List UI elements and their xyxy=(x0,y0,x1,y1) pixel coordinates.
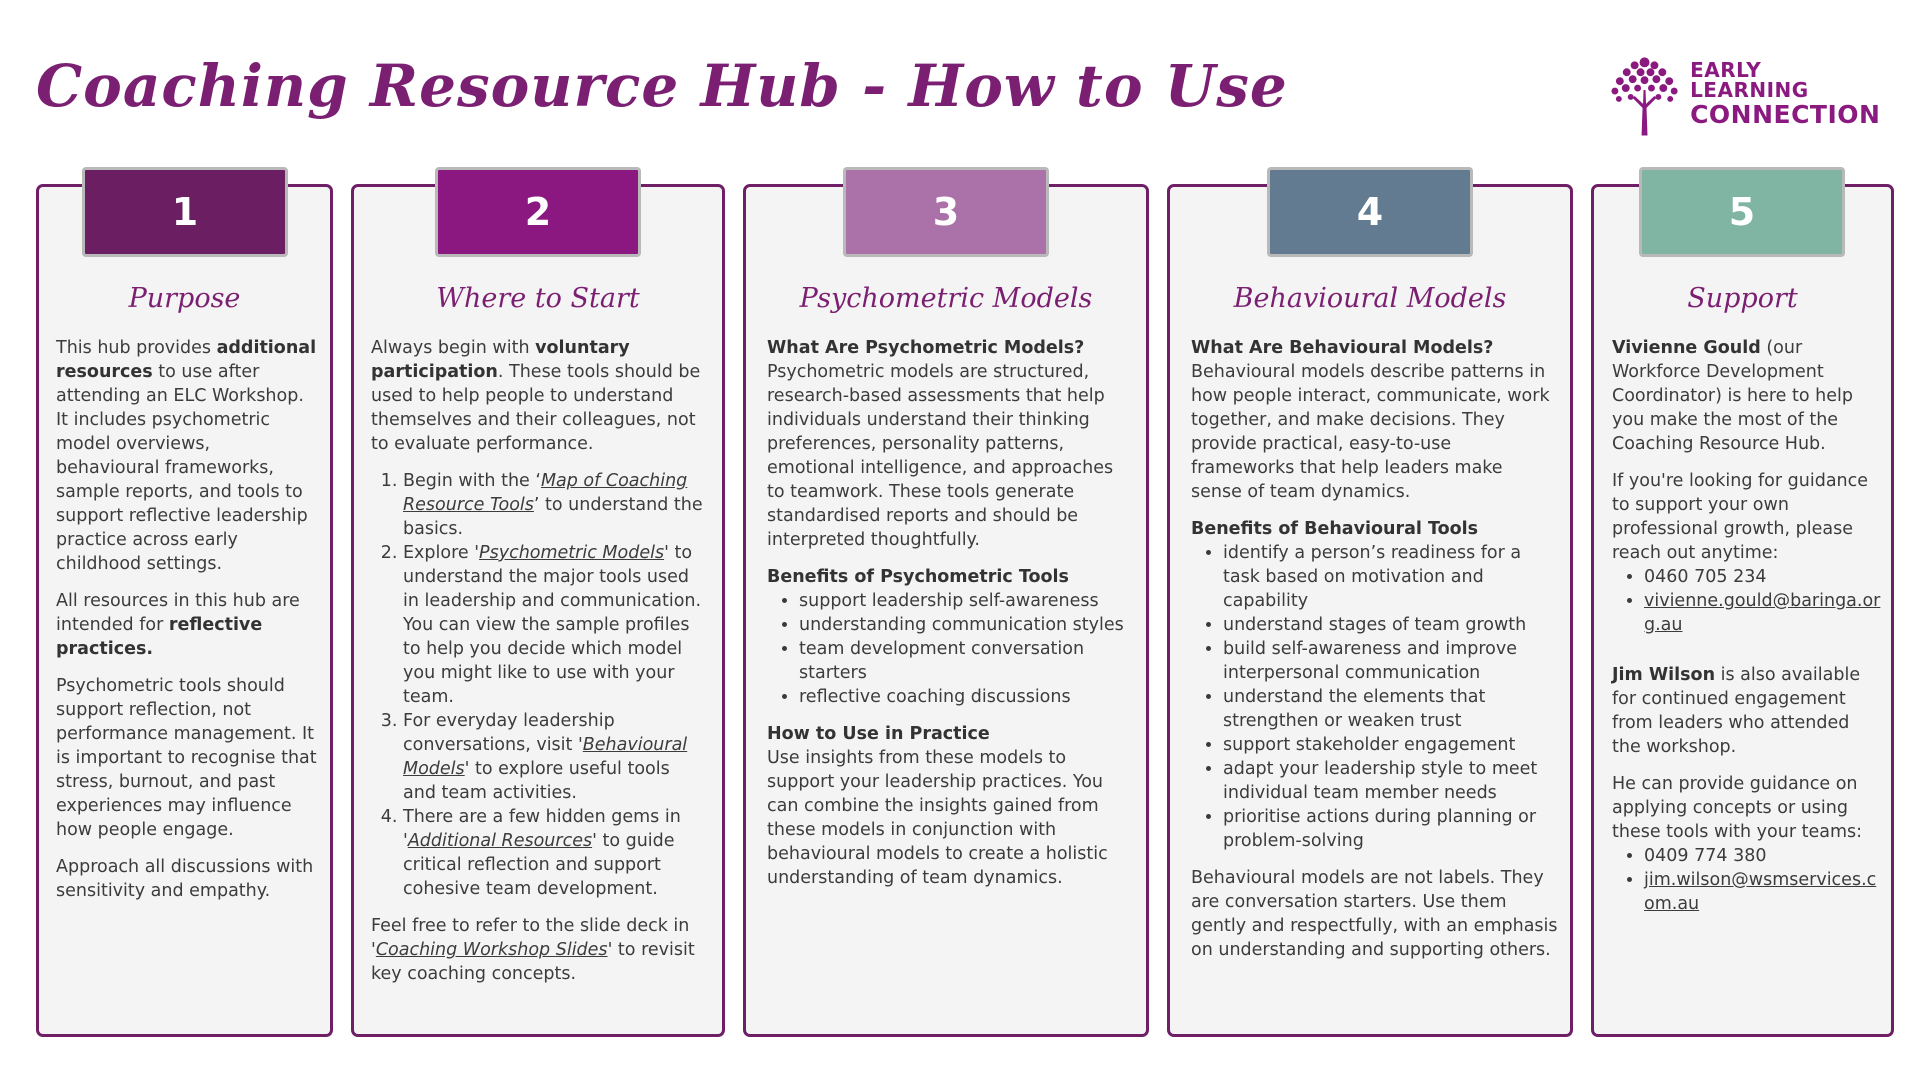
list-item: • prioritise actions during planning or problem-solving xyxy=(1223,805,1558,853)
card-title: Support xyxy=(1687,283,1798,314)
paragraph: He can provide guidance on applying concepts or using these tools with your teams: xyxy=(1612,774,1862,842)
card-psychometric-models xyxy=(743,184,1149,1037)
paragraph: All resources in this hub are intended for reflective practices. xyxy=(56,591,300,659)
tree-logo-icon xyxy=(1605,48,1684,138)
step-number-badge: 5 xyxy=(1639,167,1845,257)
logo-line-1: EARLY LEARNING xyxy=(1690,57,1809,102)
paragraph: Jim Wilson is also available for continued engagement from leaders who attended the workshop. xyxy=(1612,665,1861,757)
steps-list xyxy=(371,469,708,901)
paragraph: Approach all discussions with sensitivity and empathy. xyxy=(56,857,314,901)
list-item: • understanding communication styles xyxy=(799,613,1134,637)
phone-number[interactable]: • 0460 705 234 xyxy=(1644,565,1881,589)
card-body xyxy=(56,336,318,916)
card-title: Where to Start xyxy=(436,283,640,314)
paragraph: What Are Psychometric Models? Psychometric models are structured, research-based assessments that help individuals understand their thinking preferences, personality patterns, emotional intelligence, and approaches to teamwork. These tools generate standardised reports and should be interpreted thoughtfully. xyxy=(767,336,1134,552)
card-support xyxy=(1591,184,1894,1037)
subheading: What Are Behavioural Models? xyxy=(1191,338,1494,358)
benefits-list xyxy=(767,589,1134,709)
card-where-to-start xyxy=(351,184,725,1037)
contact-list-vivienne xyxy=(1612,565,1881,637)
list-item: • support stakeholder engagement xyxy=(1223,733,1558,757)
card-body xyxy=(1191,336,1558,975)
step-number-badge: 2 xyxy=(435,167,641,257)
subheading: How to Use in Practice xyxy=(767,724,990,744)
step-number-badge: 4 xyxy=(1267,167,1473,257)
card-title: Purpose xyxy=(128,283,241,314)
email-link[interactable]: • vivienne.gould@baringa.org.au xyxy=(1644,589,1881,637)
paragraph: What Are Behavioural Models? Behavioural models describe patterns in how people interact, communicate, work together, and make decisions. They provide practical, easy-to-use frameworks that help leaders make sense of team dynamics. xyxy=(1191,336,1558,504)
coaching-workshop-slides-link[interactable]: Coaching Workshop Slides xyxy=(375,940,608,960)
card-behavioural-models xyxy=(1167,184,1573,1037)
list-item: • reflective coaching discussions xyxy=(799,685,1134,709)
list-item: • support leadership self-awareness xyxy=(799,589,1134,613)
card-purpose xyxy=(36,184,333,1037)
map-of-coaching-resource-tools-link[interactable]: Map of Coaching Resource Tools xyxy=(403,471,688,515)
page-title: Coaching Resource Hub - How to Use xyxy=(36,52,1288,120)
list-item: 2. Explore 'Psychometric Models' to understand the major tools used in leadership and communication. You can view the sample profiles to help you decide which model you might like to use with your team. xyxy=(403,541,708,709)
card-title: Psychometric Models xyxy=(799,283,1093,314)
list-item: • build self-awareness and improve interpersonal communication xyxy=(1223,637,1558,685)
paragraph: This hub provides additional resources to use after attending an ELC Workshop. It includes psychometric model overviews, behavioural frameworks, sample reports, and tools to support reflective leadership practice across early childhood settings. xyxy=(56,338,317,574)
logo-wordmark xyxy=(1690,57,1885,129)
email-link[interactable]: • jim.wilson@wsmservices.com.au xyxy=(1644,868,1881,916)
behavioural-models-link[interactable]: Behavioural Models xyxy=(403,735,688,779)
card-body xyxy=(371,336,708,999)
list-item: • team development conversation starters xyxy=(799,637,1134,685)
phone-number[interactable]: • 0409 774 380 xyxy=(1644,844,1881,868)
list-item: • identify a person’s readiness for a task based on motivation and capability xyxy=(1223,541,1558,613)
additional-resources-link[interactable]: Additional Resources xyxy=(407,831,593,851)
list-item: 4. There are a few hidden gems in 'Additional Resources' to guide critical reflection and support cohesive team development. xyxy=(403,805,708,901)
paragraph: Behavioural models are not labels. They are conversation starters. Use them gently and respectfully, with an emphasis on understanding and supporting others. xyxy=(1191,868,1558,960)
paragraph: Always begin with voluntary participation. These tools should be used to help people to understand themselves and their colleagues, not to evaluate performance. xyxy=(371,338,701,454)
psychometric-models-link[interactable]: Psychometric Models xyxy=(479,543,665,563)
paragraph: Feel free to refer to the slide deck in 'Coaching Workshop Slides' to revisit key coaching concepts. xyxy=(371,916,695,984)
step-number-badge: 3 xyxy=(843,167,1049,257)
list-item: • understand the elements that strengthen or weaken trust xyxy=(1223,685,1558,733)
step-number-badge: 1 xyxy=(82,167,288,257)
card-body xyxy=(767,336,1134,903)
list-item: • understand stages of team growth xyxy=(1223,613,1558,637)
paragraph: How to Use in Practice Use insights from these models to support your leadership practices. You can combine the insights gained from these models in conjunction with behavioural models to create a holistic understanding of team dynamics. xyxy=(767,722,1134,890)
list-item: • adapt your leadership style to meet individual team member needs xyxy=(1223,757,1558,805)
contact-list-jim xyxy=(1612,844,1881,916)
card-body xyxy=(1612,336,1881,929)
paragraph: If you're looking for guidance to support your own professional growth, please reach out anytime: xyxy=(1612,471,1869,563)
elc-logo xyxy=(1605,48,1885,138)
list-item: 3. For everyday leadership conversations, visit 'Behavioural Models' to explore useful tools and team activities. xyxy=(403,709,708,805)
list-item: 1. Begin with the ‘Map of Coaching Resource Tools’ to understand the basics. xyxy=(403,469,708,541)
subheading: Benefits of Psychometric Tools xyxy=(767,567,1069,587)
subheading: Benefits of Behavioural Tools xyxy=(1191,519,1479,539)
paragraph: Psychometric tools should support reflection, not performance management. It is important to recognise that stress, burnout, and past experiences may influence how people engage. xyxy=(56,676,317,840)
logo-line-2: CONNECTION xyxy=(1690,99,1881,129)
card-title: Behavioural Models xyxy=(1233,283,1507,314)
benefits-list xyxy=(1191,541,1558,853)
paragraph: Vivienne Gould (our Workforce Development Coordinator) is here to help you make the most of the Coaching Resource Hub. xyxy=(1612,338,1853,454)
subheading: What Are Psychometric Models? xyxy=(767,338,1085,358)
